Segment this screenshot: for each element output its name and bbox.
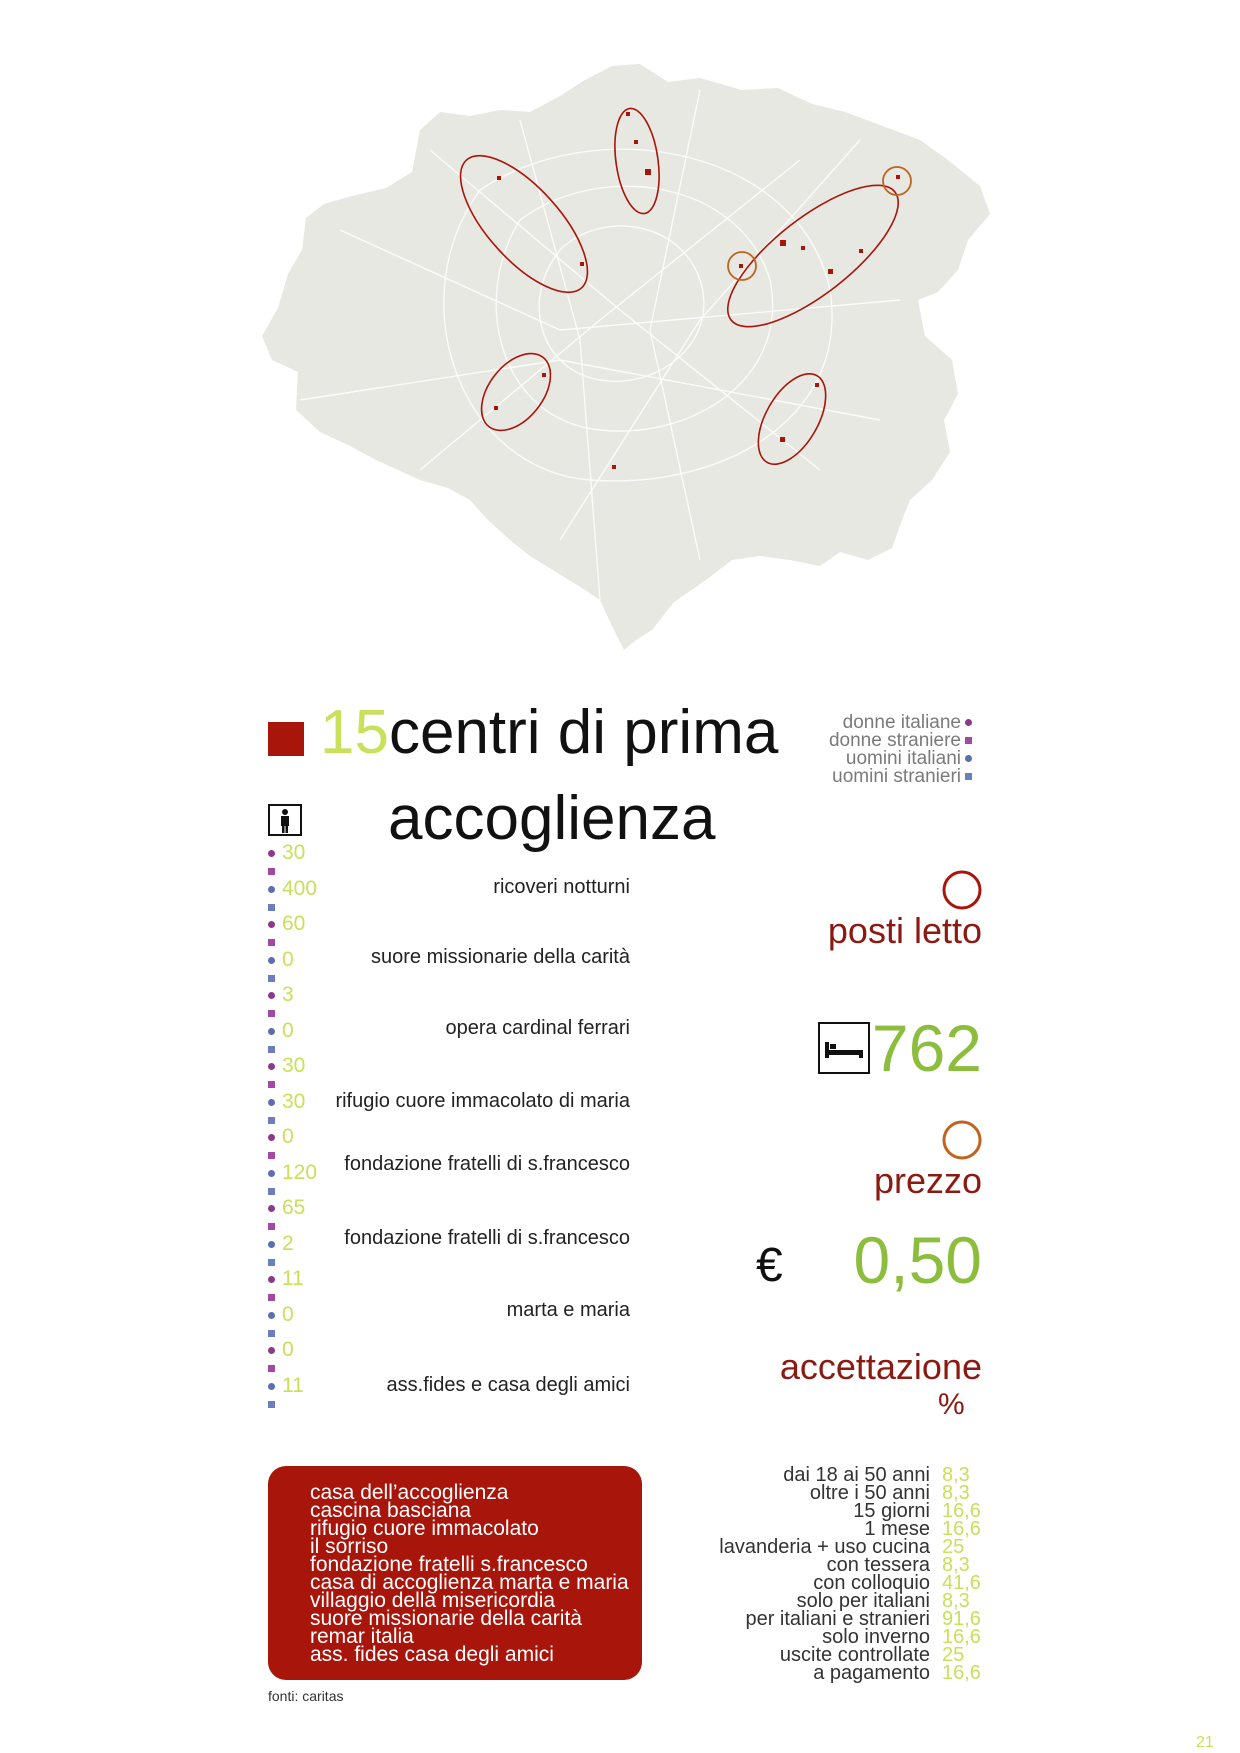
- circle-marker-icon: [268, 1383, 275, 1390]
- center-count: 0: [282, 948, 294, 971]
- circle-marker-icon: [965, 719, 972, 726]
- center-list-item: villaggio della misericordia: [310, 1589, 556, 1612]
- legend-label: uomini stranieri: [832, 766, 961, 787]
- acceptance-row-label: con colloquio: [813, 1572, 930, 1594]
- beds-value: 762: [871, 1011, 982, 1085]
- center-count: 11: [282, 1374, 304, 1397]
- milan-map: [0, 0, 1240, 700]
- center-name: opera cardinal ferrari: [445, 1017, 630, 1039]
- center-count: 3: [282, 983, 294, 1006]
- center-count: 2: [282, 1232, 294, 1255]
- bed-icon: [818, 1022, 870, 1074]
- circle-marker-icon: [268, 1134, 275, 1141]
- title-line1: centri di prima: [388, 698, 779, 767]
- acceptance-row-label: oltre i 50 anni: [809, 1482, 930, 1504]
- legend-label: uomini italiani: [845, 748, 961, 769]
- center-name: rifugio cuore immacolato di maria: [335, 1090, 630, 1112]
- acceptance-row-label: 1 mese: [864, 1518, 930, 1540]
- acceptance-row-label: a pagamento: [813, 1662, 930, 1684]
- beds-label: posti letto: [827, 910, 982, 951]
- title-block: [320, 690, 778, 862]
- acceptance-row-label: per italiani e stranieri: [745, 1608, 930, 1630]
- acceptance-row-value: 8,3: [942, 1464, 970, 1486]
- acceptance-row-label: solo per italiani: [796, 1590, 930, 1612]
- square-marker-icon: [268, 904, 275, 911]
- acceptance-row-value: 16,6: [942, 1626, 981, 1648]
- center-count: 30: [282, 841, 306, 864]
- legend-item: [832, 768, 972, 786]
- source-note: fonti: caritas: [268, 1688, 344, 1704]
- circle-marker-icon: [268, 850, 275, 857]
- square-marker-icon: [268, 868, 275, 875]
- center-name: fondazione fratelli di s.francesco: [344, 1227, 630, 1249]
- circle-marker-icon: [268, 1347, 275, 1354]
- acceptance-row-label: 15 giorni: [853, 1500, 930, 1522]
- city-boundary: [262, 64, 990, 650]
- acceptance-row-value: 16,6: [942, 1662, 981, 1684]
- center-count: 0: [282, 1125, 294, 1148]
- page-number: 21: [1196, 1734, 1214, 1751]
- acceptance-row-value: 16,6: [942, 1518, 981, 1540]
- price-value: 0,50: [853, 1223, 982, 1297]
- square-marker-icon: [268, 939, 275, 946]
- orange-circle-outline: [940, 1118, 984, 1162]
- circle-marker-icon: [268, 1241, 275, 1248]
- price-label: prezzo: [873, 1160, 982, 1201]
- center-count: 400: [282, 877, 318, 900]
- acceptance-row-value: 8,3: [942, 1482, 970, 1504]
- square-marker-icon: [965, 737, 972, 744]
- square-marker-icon: [268, 1365, 275, 1372]
- center-list-item: il sorriso: [310, 1535, 389, 1558]
- circle-marker-icon: [268, 1028, 275, 1035]
- center-name: suore missionarie della carità: [370, 946, 630, 968]
- title-line2: accoglienza: [388, 784, 716, 853]
- acceptance-row-value: 91,6: [942, 1608, 981, 1630]
- title-bullet: [268, 722, 304, 756]
- circle-marker-icon: [268, 992, 275, 999]
- center-list-item: suore missionarie della carità: [310, 1607, 582, 1630]
- circle-marker-icon: [268, 1205, 275, 1212]
- square-marker-icon: [268, 1330, 275, 1337]
- circle-marker-icon: [268, 1170, 275, 1177]
- circle-marker-icon: [965, 755, 972, 762]
- square-marker-icon: [268, 1294, 275, 1301]
- center-count: 120: [282, 1161, 318, 1184]
- center-count: 0: [282, 1338, 294, 1361]
- center-name: ass.fides e casa degli amici: [386, 1374, 630, 1396]
- square-marker-icon: [268, 1188, 275, 1195]
- acceptance-row-value: 25: [942, 1644, 965, 1666]
- center-count: 30: [282, 1054, 306, 1077]
- center-list-item: fondazione fratelli s.francesco: [310, 1553, 588, 1576]
- acceptance-row-label: solo inverno: [822, 1626, 930, 1648]
- center-count: 60: [282, 912, 306, 935]
- center-count: 11: [282, 1267, 304, 1290]
- circle-marker-icon: [268, 1099, 275, 1106]
- euro-icon: €: [756, 1239, 783, 1292]
- acceptance-row-value: 8,3: [942, 1554, 970, 1576]
- center-list-item: rifugio cuore immacolato: [310, 1517, 539, 1540]
- red-circle-outline: [940, 868, 984, 912]
- acceptance-row-value: 16,6: [942, 1500, 981, 1522]
- center-name: marta e maria: [506, 1299, 630, 1321]
- acceptance-row-label: lavanderia + uso cucina: [719, 1536, 930, 1558]
- center-count: 65: [282, 1196, 306, 1219]
- circle-marker-icon: [268, 886, 275, 893]
- center-name: ricoveri notturni: [493, 876, 630, 898]
- center-count: 30: [282, 1090, 306, 1113]
- square-marker-icon: [268, 1259, 275, 1266]
- center-count: 0: [282, 1303, 294, 1326]
- center-list-item: casa dell’accoglienza: [310, 1481, 509, 1504]
- circle-marker-icon: [268, 921, 275, 928]
- acceptance-row-value: 25: [942, 1536, 965, 1558]
- acceptance-row-label: dai 18 ai 50 anni: [783, 1464, 930, 1486]
- circle-marker-icon: [268, 1276, 275, 1283]
- center-list-item: ass. fides casa degli amici: [310, 1643, 554, 1666]
- circle-marker-icon: [268, 957, 275, 964]
- center-list-item: casa di accoglienza marta e maria: [310, 1571, 629, 1594]
- center-name: fondazione fratelli di s.francesco: [344, 1153, 630, 1175]
- center-list-item: cascina basciana: [310, 1499, 472, 1522]
- legend-label: donne straniere: [828, 730, 961, 751]
- square-marker-icon: [268, 1152, 275, 1159]
- acceptance-row-label: uscite controllate: [779, 1644, 930, 1666]
- title-number: 15: [320, 698, 389, 767]
- circle-marker-icon: [268, 1312, 275, 1319]
- square-marker-icon: [268, 1223, 275, 1230]
- center-count: 0: [282, 1019, 294, 1042]
- acceptance-label: accettazione: [779, 1346, 982, 1387]
- square-marker-icon: [268, 975, 275, 982]
- square-marker-icon: [268, 1081, 275, 1088]
- acceptance-row-label: con tessera: [826, 1554, 930, 1576]
- square-marker-icon: [268, 1401, 275, 1408]
- square-marker-icon: [268, 1046, 275, 1053]
- center-list-item: remar italia: [310, 1625, 414, 1648]
- center-list-box: [268, 1466, 642, 1680]
- square-marker-icon: [965, 773, 972, 780]
- legend-label: donne italiane: [842, 712, 961, 733]
- square-marker-icon: [268, 1010, 275, 1017]
- acceptance-row-value: 41,6: [942, 1572, 981, 1594]
- acceptance-unit: %: [938, 1388, 965, 1421]
- square-marker-icon: [268, 1117, 275, 1124]
- circle-marker-icon: [268, 1063, 275, 1070]
- acceptance-row-value: 8,3: [942, 1590, 970, 1612]
- person-icon: [268, 804, 302, 836]
